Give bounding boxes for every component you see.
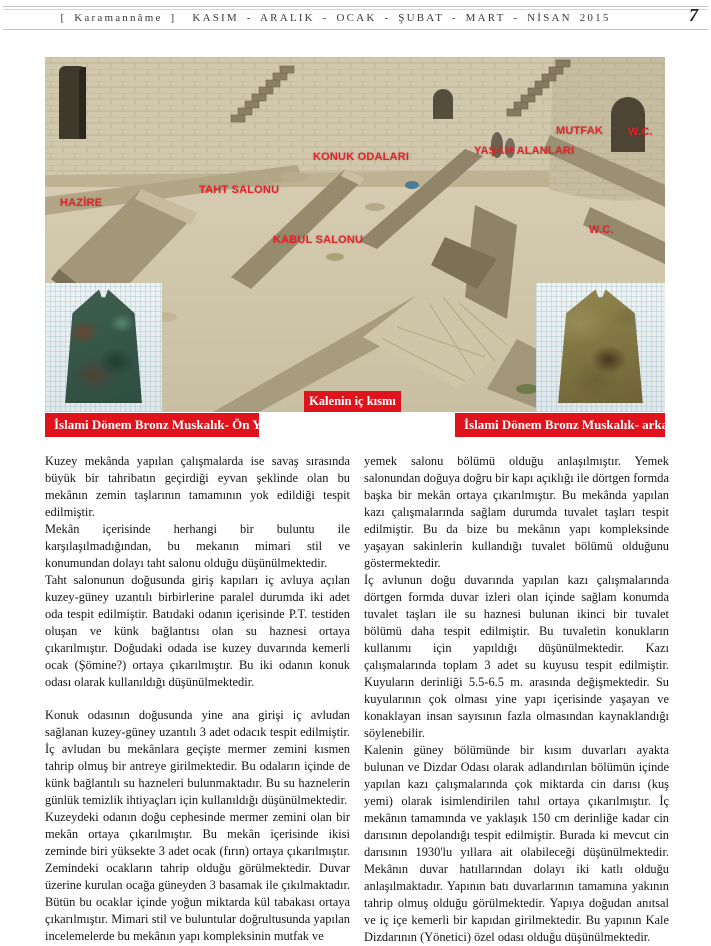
paragraph: Kuzeydeki odanın doğu cephesinde mermer zemini olan bir mekân ortaya çıkarılmıştır. Bu mekân içerisinde ikisi zeminde biri yüksekte 3 adet ocak (fırın) ortaya çıkarılmıştır. Zemindeki ocakların tahrip olduğu görülmektedir. Duvar üzerine kurulan ocağa güneyden 3 basamak ile çıkılmaktadır. Bütün bu ocaklar içinde yoğun miktarda kül tabakası ortaya çıkarılmıştır. Mimari stil ve buluntular doğrultusunda yapılan incelemelerde bu mekânın yapı kompleksinin mutfak ve xyxy=(45,810,350,943)
site-label-wc-top: W.C. xyxy=(628,126,653,138)
paragraph: Taht salonunun doğusunda giriş kapıları iç avluya açılan kuzey-güney uzantılı birbirlerine paralel durumda iki adet oda tespit edilmiştir. Batıdaki odanın içerisinde P.T. testiden oluşan ve künk bağlantısı olan su haznesi ortaya çıkarılmıştır. Doğudaki odada ise kuzey duvarında kemerli ocak (Şömine?) ortaya çıkarılmıştır. Bu iki odanın konuk odası olarak kullanıldığı düşünülmektedir. xyxy=(45,573,350,689)
bronze-amulet-front xyxy=(58,289,149,403)
paragraph: yemek salonu bölümü olduğu anlaşılmıştır. Yemek salonundan doğuya doğru bir kapı açıklığı ile dörtgen formda başka bir mekân ortaya çıkarılmıştır. Bu mekânda yapılan kazı çalışmalarında sağlam durumda tuvalet taşları tespit edilmiştir. Bu da bize bu mekânın yapı kompleksinde yaşayan sakinlerin kullandığı tuvalet bölümü olduğunu göstermektedir. xyxy=(364,454,669,570)
page-header xyxy=(0,12,671,24)
article-body xyxy=(45,453,669,946)
photo-tag-kalenin-ic-kismi: Kalenin iç kısmı xyxy=(304,391,401,412)
header-top-rule xyxy=(3,6,708,7)
paragraph: Mekân içerisinde herhangi bir buluntu ile karşılaşılmadığından, bu mekanın mimari stil ve konumundan dolayı taht salonu olduğu düşünülmektedir. xyxy=(45,522,350,570)
paragraph: Kuzey mekânda yapılan çalışmalarda ise savaş sırasında büyük bir tahribatın geçirdiği eyvan şeklinde olan bu mekânın zemin taşlarının tamamının yok edildiği tespit edilmiştir. xyxy=(45,454,350,519)
site-label-yasam-alanlari: YAŞAM ALANLARI xyxy=(474,145,575,157)
site-label-konuk-odalari: KONUK ODALARI xyxy=(313,151,410,163)
header-top-rule-2 xyxy=(3,9,708,10)
site-label-wc-bottom: W.C. xyxy=(589,224,614,236)
header-bottom-rule xyxy=(3,29,708,30)
issue-months: KASIM - ARALIK - OCAK - ŞUBAT - MART - NİSAN 2015 xyxy=(192,12,611,24)
journal-title: [ Karamannâme ] xyxy=(60,12,177,24)
caption-amulet-back: İslami Dönem Bronz Muskalık- arka Yüz xyxy=(455,413,665,437)
paragraph: Konuk odasının doğusunda yine ana girişi iç avludan sağlanan kuzey-güney uzantılı 3 adet odacık tespit edilmiştir. İç avludan bu mekânlara geçişte mermer zemini kısmen tahrip olmuş bir antreye girilmektedir. Bu odaların içinde de künk bağlantılı su hazneleri bulunmaktadır. Bu su haznelerin günlük temizlik ihtiyaçları için kullanıldığı düşünülmektedir. xyxy=(45,708,350,807)
amulet-back-photo xyxy=(536,283,665,412)
site-label-kabul-salonu: KABUL SALONU xyxy=(273,234,364,246)
page-number: 7 xyxy=(689,5,698,25)
site-label-taht-salonu: TAHT SALONU xyxy=(199,184,280,196)
site-label-hazire: HAZİRE xyxy=(60,197,103,209)
site-label-mutfak: MUTFAK xyxy=(556,125,604,137)
paragraph: Kalenin güney bölümünde bir kısım duvarları ayakta bulunan ve Dizdar Odası olarak adlandırılan bölümün içinde yapılan kazı çalışmalarında çok miktarda cin darısı (kuş yemi) olarak isimlendirilen tahıl ortaya çıkarılmıştır. İç mekânın tamamında ve yaklaşık 150 cm derinliğe kadar cin darısının depolandığı tespit edilmiştir. Burada ki mevcut cin darısının 1930'lu yıllara ait olabileceği düşünülmektedir. Mekânın duvar hatıllarından dolayı iki katlı olduğu anlaşılmaktadır. Yapının batı duvarlarının tamamına yakının tahrip olmuş olduğu görülmektedir. Yapıya doğudan anıtsal ve iç içe kemerli bir kapıdan girilmektedir. Bu yapının Kale Dizdarının (Yönetici) özel odası olduğu düşünülmektedir. xyxy=(364,743,669,944)
caption-amulet-front: İslami Dönem Bronz Muskalık- Ön Yüz xyxy=(45,413,259,437)
article-right-column xyxy=(364,453,669,946)
bronze-amulet-back xyxy=(550,289,651,403)
article-left-column xyxy=(45,453,350,946)
figure-excavation xyxy=(45,57,694,437)
paragraph: İç avlunun doğu duvarında yapılan kazı çalışmalarında dörtgen formda duvar izleri olan içinde sağlam konumda tuvalet taşları ile su haznesi bulunan ikinci bir tuvalet bölümü daha tespit edilmiştir. Bu tuvaletin konukların kullanımı için yapıldığı düşünülmektedir. Kazı çalışmalarında toplam 3 adet su kuyusu tespit edilmiştir. Kuyuların derinliği 5.5-6.5 m. arasında değişmektedir. Su kuyularının çok olması yine yapı içerisinde yaşayan ve konaklayan insan sayısının fazla olmasından kaynaklandığı söylenebilir. xyxy=(364,573,669,740)
excavation-photo xyxy=(45,57,665,412)
amulet-front-photo xyxy=(45,283,162,412)
